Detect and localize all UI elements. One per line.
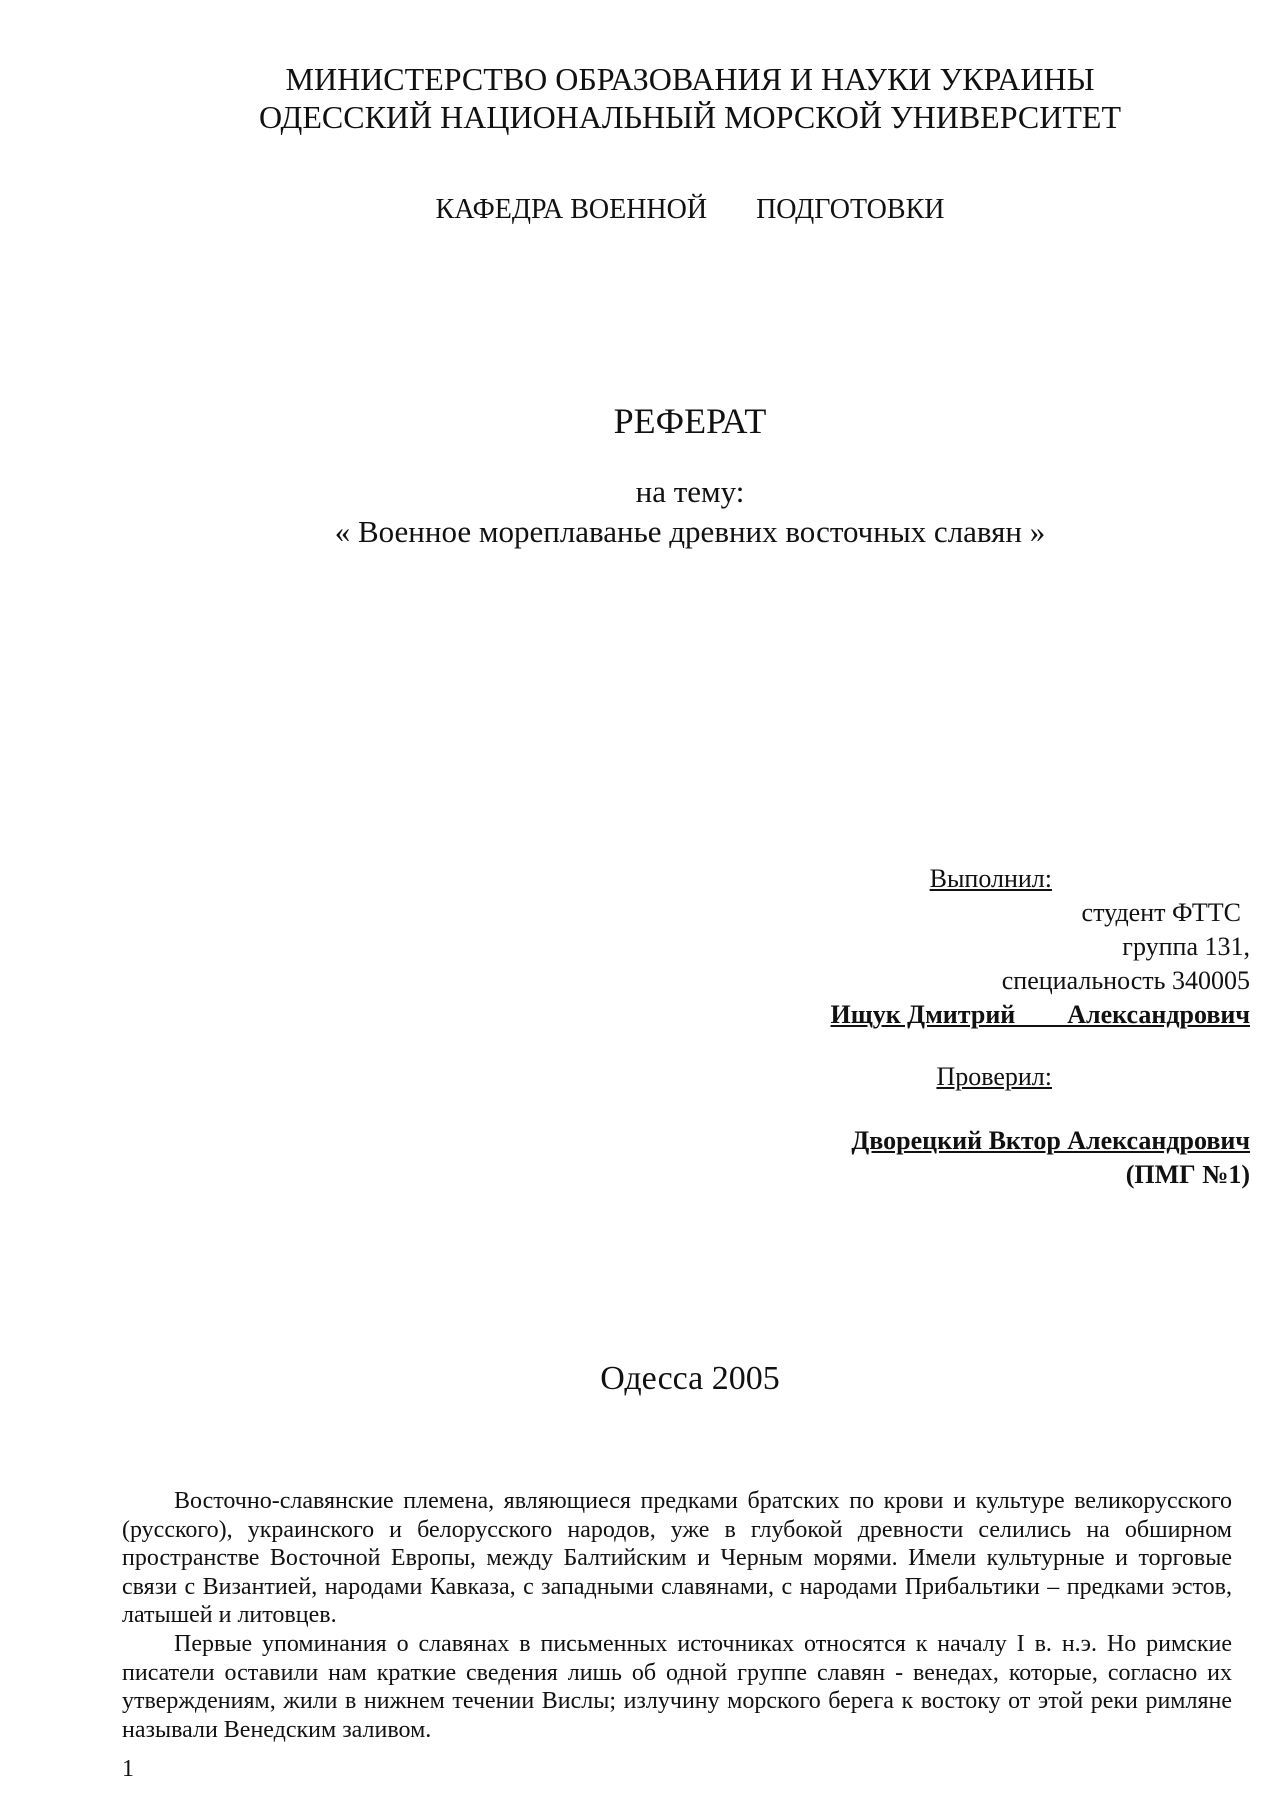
reviewer-label: Проверил: [936, 1062, 1052, 1091]
performer-label: Выполнил: [929, 864, 1052, 893]
reviewer-position: (ПМГ №1) [1125, 1160, 1250, 1189]
performer-name: Ищук Дмитрий Александрович [830, 1000, 1250, 1029]
city-year: Одесса 2005 [600, 1360, 780, 1397]
paragraph-2: Первые упоминания о славянах в письменных источниках относятся к началу I в. н.э. Но римские писатели оставили нам краткие сведения лишь об одной группе славян - венедах, которые, согласно их утверждениям, жили в нижнем течении Вислы; излучину морского берега к востоку от этой реки римляне называли Венедским заливом. [122, 1630, 1232, 1743]
performer-group: группа 131, [1122, 932, 1250, 961]
reviewer-name: Дворецкий Вктор Александрович [851, 1126, 1250, 1155]
page-number: 1 [122, 1756, 134, 1782]
document-type-title: РЕФЕРАТ [613, 401, 767, 441]
paragraph-1: Восточно-славянские племена, являющиеся предками братских по крови и культуре великорусского (русского), украинского и белорусского народов, уже в глубокой древности селились на обширном пространстве Восточной Европы, между Балтийским и Черным морями. Имели культурные и торговые связи с Византией, народами Кавказа, с западными славянами, с народами Прибальтики – предками эстов, латышей и литовцев. [122, 1488, 1232, 1629]
body-text [122, 1487, 1232, 1744]
university-heading: ОДЕССКИЙ НАЦИОНАЛЬНЫЙ МОРСКОЙ УНИВЕРСИТЕТ [258, 99, 1121, 135]
performer-specialty: специальность 340005 [1001, 966, 1250, 995]
topic-label: на тему: [635, 474, 745, 509]
ministry-heading: МИНИСТЕРСТВО ОБРАЗОВАНИЯ И НАУКИ УКРАИНЫ [285, 61, 1095, 97]
performer-status: студент ФТТС [1081, 898, 1241, 927]
topic-title: « Военное мореплаванье древних восточных славян » [334, 514, 1046, 549]
department-heading: КАФЕДРА ВОЕННОЙ ПОДГОТОВКИ [435, 194, 945, 225]
